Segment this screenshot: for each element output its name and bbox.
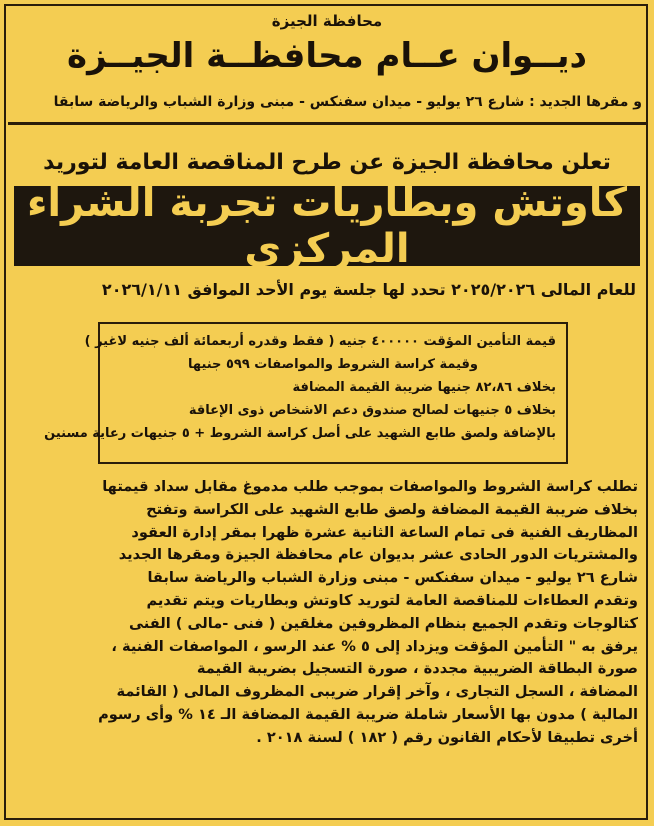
fees-box xyxy=(44,322,568,464)
divider-rule xyxy=(8,122,646,125)
body-line: أخرى تطبيقا لأحكام القانون رقم ( ١٨٢ ) لسنة ٢٠١٨ . xyxy=(256,728,638,746)
fees-line: قيمة التأمين المؤقت ٤٠٠٠٠٠ جنيه ( فقط وقدره أربعمائة ألف جنيه لاغير ) xyxy=(84,334,556,349)
body-line: المظاريف الفنية فى تمام الساعة الثانية عشرة ظهرا بمقر إدارة العقود xyxy=(131,523,638,541)
fees-line: وقيمة كراسة الشروط والمواصفات ٥٩٩ جنيها xyxy=(187,357,478,372)
tender-subject-banner: كاوتش وبطاريات تجربة الشراء المركزى xyxy=(14,186,640,266)
governorate-small-heading: محافظة الجيزة xyxy=(271,12,383,30)
body-line: المضافة ، السجل التجارى ، وآخر إقرار ضريبى المظروف المالى ( القائمة xyxy=(116,683,638,701)
body-line: صورة البطاقة الضريبية مجددة ، صورة التسجيل بضريبة القيمة xyxy=(196,660,638,678)
body-line: والمشتريات الدور الحادى عشر بديوان عام محافظة الجيزة ومقرها الجديد xyxy=(118,546,638,564)
body-line: تطلب كراسة الشروط والمواصفات بموجب طلب مدموغ مقابل سداد قيمتها xyxy=(102,478,638,495)
tender-terms-body xyxy=(16,476,638,750)
body-line: كتالوجات وتقدم الجميع بنظام المظروفين مغلقين ( فنى -مالى ) الفنى xyxy=(129,614,638,632)
fees-line: بالإضافة ولصق طابع الشهيد على أصل كراسة الشروط + ٥ جنيهات رعاية مسنين xyxy=(44,426,556,441)
announcement-intro: تعلن محافظة الجيزة عن طرح المناقصة العامة لتوريد xyxy=(43,150,611,175)
governorate-title: ديــوان عــام محافظــة الجيــزة xyxy=(67,36,587,76)
governorate-address: و مقرها الجديد : شارع ٢٦ يوليو - ميدان سفنكس - مبنى وزارة الشباب والرياضة سابقا xyxy=(53,94,642,110)
fiscal-year-session: للعام المالى ٢٠٢٥/٢٠٢٦ تحدد لها جلسة يوم الأحد الموافق ٢٠٢٦/١/١١ xyxy=(101,280,636,299)
fees-line: بخلاف ٨٢،٨٦ جنيها ضريبة القيمة المضافة xyxy=(292,380,556,395)
body-line: المالية ) مدون بها الأسعار شاملة ضريبة القيمة المضافة الـ ١٤ % وأى رسوم xyxy=(98,705,638,723)
body-line: شارع ٢٦ يوليو - ميدان سفنكس - مبنى وزارة الشباب والرياضة سابقا xyxy=(147,569,638,587)
fees-line: بخلاف ٥ جنيهات لصالح صندوق دعم الاشخاص ذوى الإعاقة xyxy=(188,403,556,418)
body-line: وتقدم العطاءات للمناقصة العامة لتوريد كاوتش وبطاريات ويتم تقديم xyxy=(146,591,638,609)
body-line: يرفق به " التأمين المؤقت ويزداد إلى ٥ % عند الرسو ، المواصفات الفنية ، xyxy=(111,637,638,655)
body-line: بخلاف ضريبة القيمة المضافة ولصق طابع الشهيد على الكراسة وتفتح xyxy=(146,500,638,518)
